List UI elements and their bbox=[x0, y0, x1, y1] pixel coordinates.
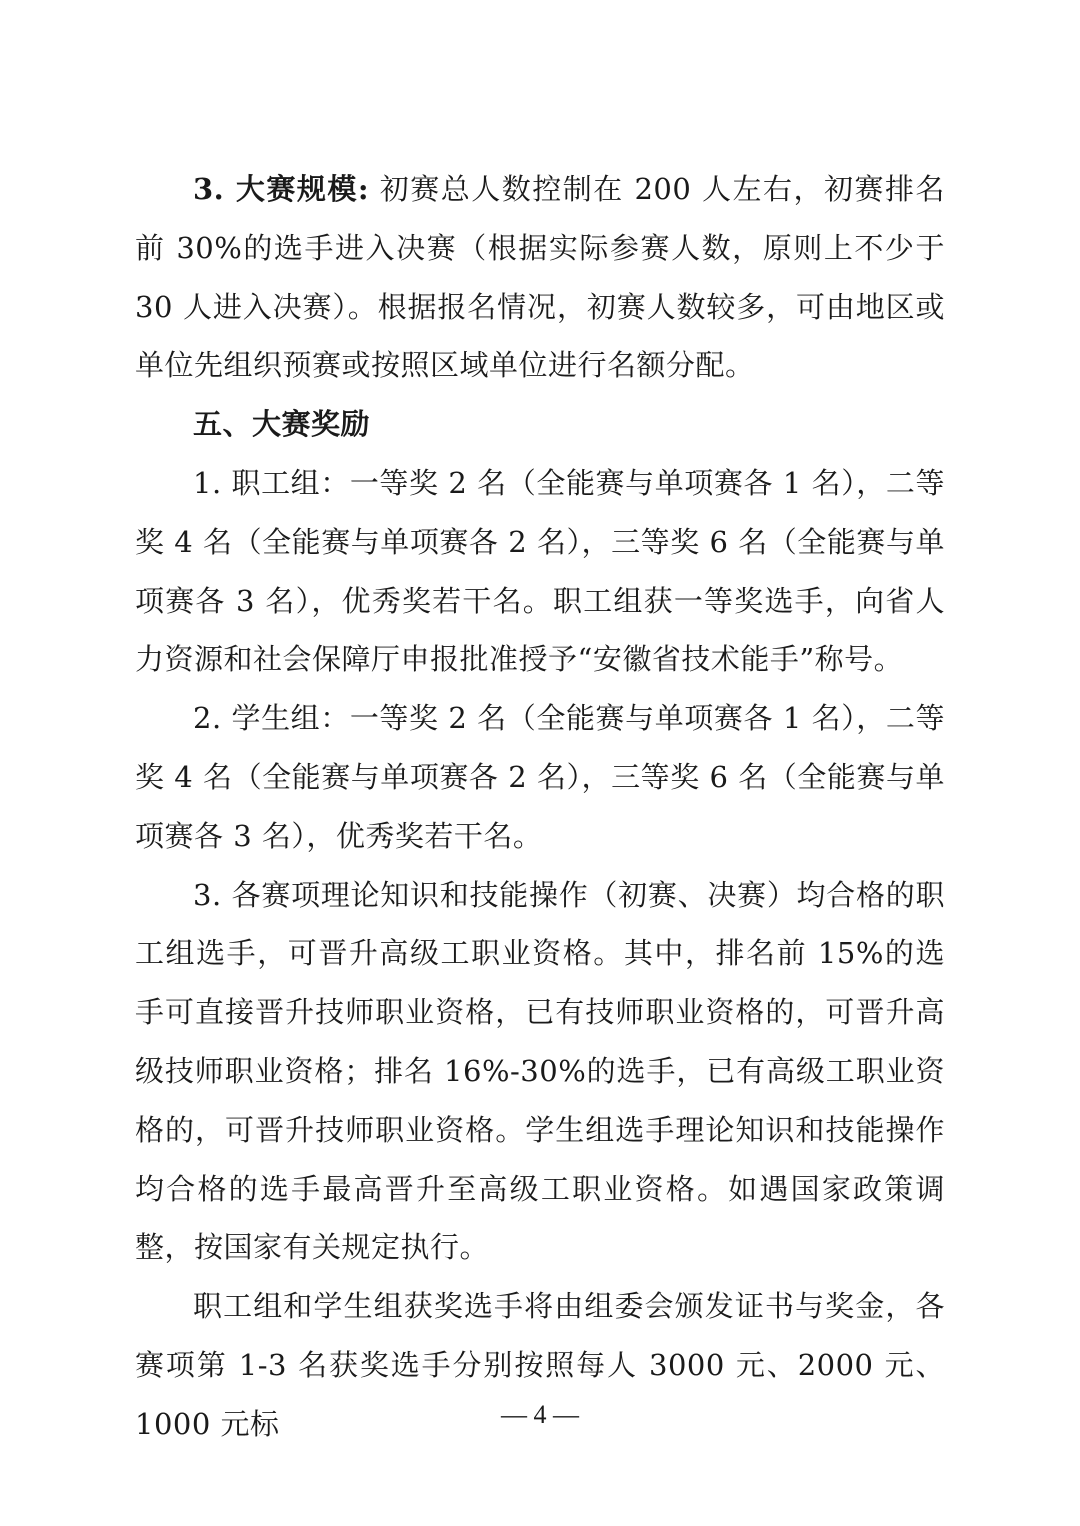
paragraph-prize-money: 职工组和学生组获奖选手将由组委会颁发证书与奖金，各赛项第 1-3 名获奖选手分别按照每人 3000 元、2000 元、1000 元标 bbox=[135, 1289, 945, 1441]
paragraph-student-group: 2. 学生组：一等奖 2 名（全能赛与单项赛各 1 名），二等奖 4 名（全能赛与单项赛各 2 名），三等奖 6 名（全能赛与单项赛各 3 名），优秀奖若干名。 bbox=[135, 701, 945, 853]
paragraph-qualification: 3. 各赛项理论知识和技能操作（初赛、决赛）均合格的职工组选手，可晋升高级工职业资格。其中，排名前 15%的选手可直接晋升技师职业资格，已有技师职业资格的，可晋升高级技师职业资格；排名 16%-30%的选手，已有高级工职业资格的，可晋升技师职业资格。学生组选手理论知识和技能操作均合格的选手最高晋升至高级工职业资格。如遇国家政策调整，按国家有关规定执行。 bbox=[135, 877, 945, 1265]
paragraph-body: 初赛总人数控制在 200 人左右，初赛排名前 30%的选手进入决赛（根据实际参赛人数，原则上不少于 30 人进入决赛）。根据报名情况，初赛人数较多，可由地区或单位先组织预赛或按照区域单位进行名额分配。 bbox=[135, 172, 945, 383]
paragraph-staff-group: 1. 职工组：一等奖 2 名（全能赛与单项赛各 1 名），二等奖 4 名（全能赛与单项赛各 2 名），三等奖 6 名（全能赛与单项赛各 3 名），优秀奖若干名。职工组获一等奖选手，向省人力资源和社会保障厅申报批准授予“安徽省技术能手”称号。 bbox=[135, 465, 945, 677]
section-heading-awards: 五、大赛奖励 bbox=[193, 407, 371, 442]
document-page bbox=[135, 160, 945, 1454]
page-number: — 4 — bbox=[501, 1400, 579, 1429]
paragraph-lead: 3. 大赛规模: bbox=[193, 172, 370, 206]
paragraph-competition-scale bbox=[135, 160, 945, 395]
